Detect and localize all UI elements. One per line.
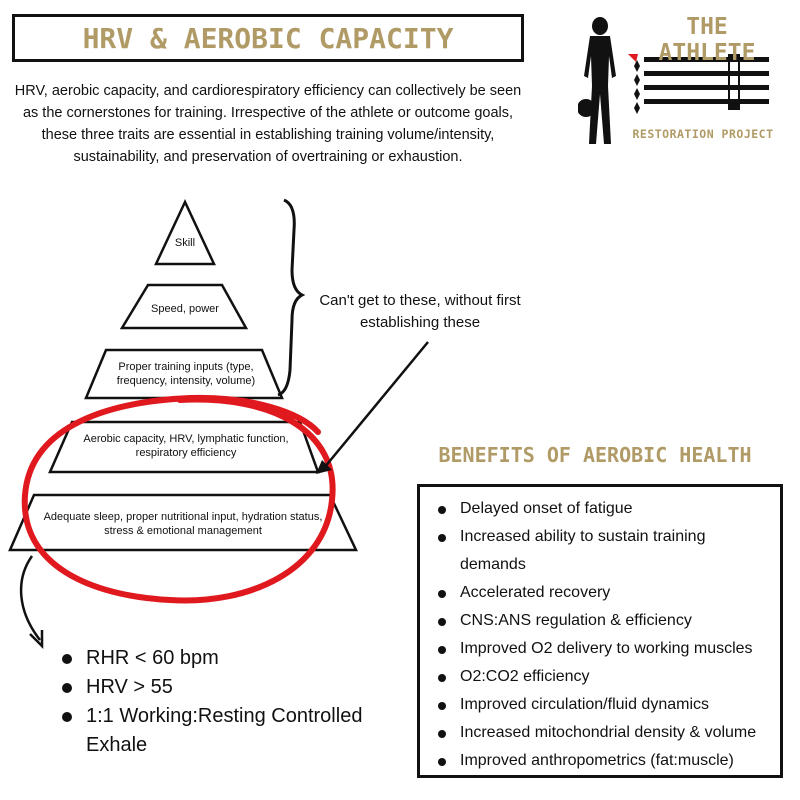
- intro-paragraph: HRV, aerobic capacity, and cardiorespiratory efficiency can collectively be seen as the cornerstones for training. Irrespective of the athlete or outcome goals, these three traits are essential in establishing training volume/intensity, sustainability, and preservation of overtraining or exhaustion.: [14, 83, 522, 165]
- pyramid-tier-label-1: Skill: [174, 237, 196, 249]
- metric-item: RHR < 60 bpm: [60, 644, 380, 673]
- benefit-item: Increased ability to sustain training demands: [434, 523, 772, 579]
- title-box: [12, 14, 524, 62]
- metric-item: 1:1 Working:Resting Controlled Exhale: [60, 702, 380, 760]
- benefit-item: Increased mitochondrial density & volume: [434, 719, 772, 747]
- metric-item: HRV > 55: [60, 673, 380, 702]
- pyramid-tier-label-2: Speed, power: [151, 303, 219, 315]
- pyramid-tier-label-3: Proper training inputs (type, frequency, intensity, volume): [116, 361, 256, 387]
- pyramid-tier-label-4: Aerobic capacity, HRV, lymphatic function, respiratory efficiency: [83, 433, 289, 459]
- pyramid-tier-label-5: Adequate sleep, proper nutritional input, hydration status, stress & emotional management: [43, 511, 323, 537]
- brand-subtitle: RESTORATION PROJECT: [632, 127, 774, 141]
- benefit-item: Improved O2 delivery to working muscles: [434, 635, 772, 663]
- benefit-item: Improved anthropometrics (fat:muscle): [434, 747, 772, 775]
- metrics-arrow: [21, 556, 40, 640]
- benefit-item: CNS:ANS regulation & efficiency: [434, 607, 772, 635]
- metrics-arrowhead: [30, 630, 42, 646]
- brand-name: THE ATHLETE: [658, 14, 756, 66]
- benefits-title: BENEFITS OF AEROBIC HEALTH: [438, 443, 752, 467]
- pyramid-annotation: Can't get to these, without first establishing these: [319, 292, 521, 331]
- benefit-item: Accelerated recovery: [434, 579, 772, 607]
- page-title: HRV & AEROBIC CAPACITY: [82, 21, 454, 55]
- benefit-item: O2:CO2 efficiency: [434, 663, 772, 691]
- benefit-item: Delayed onset of fatigue: [434, 495, 772, 523]
- pyramid-tier-1: [156, 202, 214, 264]
- benefits-box: [417, 484, 783, 778]
- metrics-list: [60, 644, 380, 760]
- benefit-item: Improved circulation/fluid dynamics: [434, 691, 772, 719]
